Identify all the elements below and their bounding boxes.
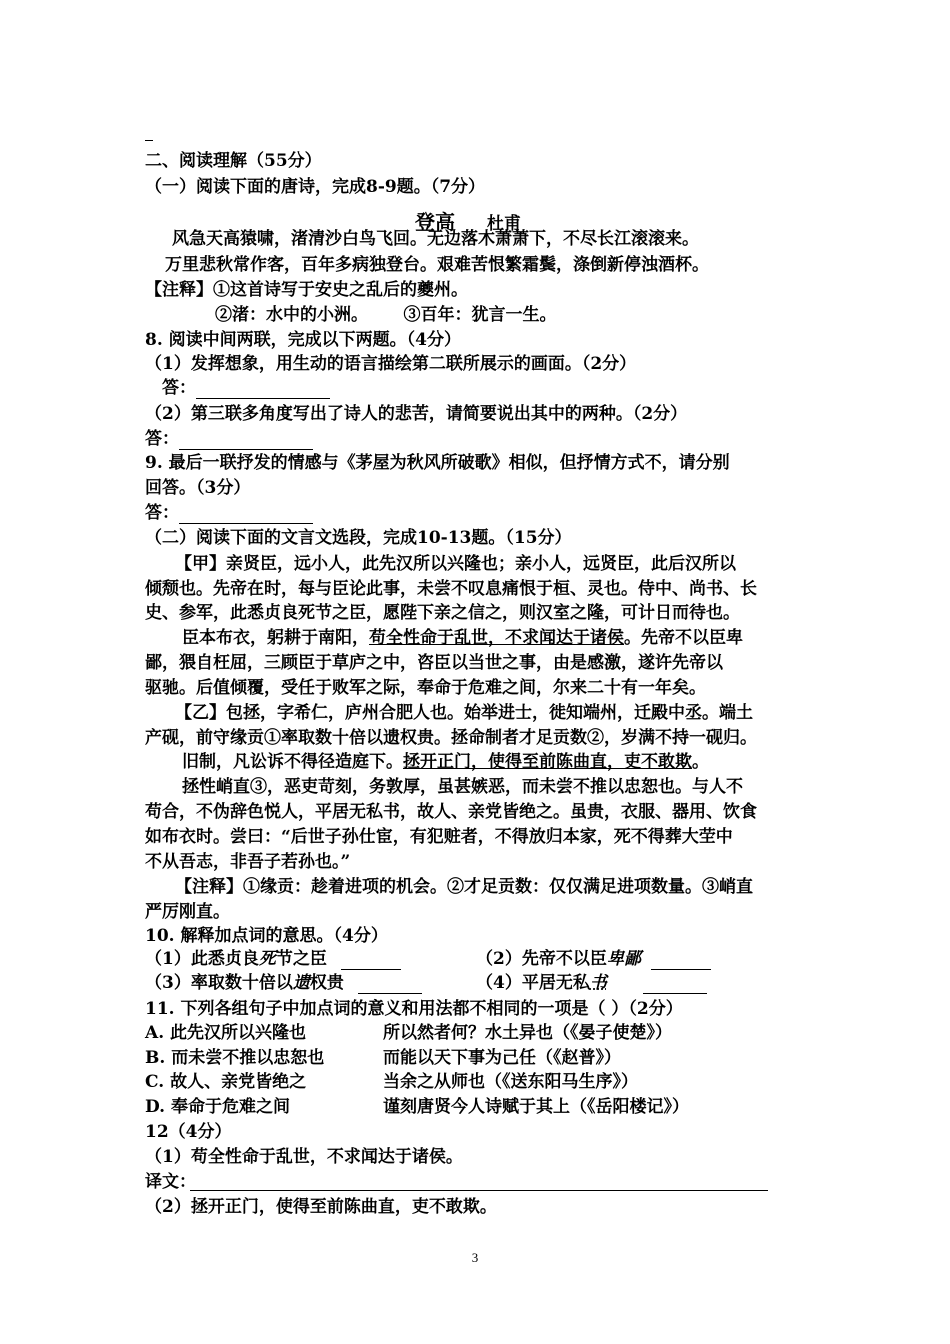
poem-title: 登高 — [415, 210, 455, 234]
answer-label: 答： — [145, 503, 179, 523]
yi-line-6: 如布衣时。尝曰：“后世子孙仕宦，有犯赃者，不得放归本家，死不得葬大茔中 — [145, 827, 733, 847]
jia-line-3: 史、参军，此悉贞良死节之臣，愿陛下亲之信之，则汉室之隆，可计日而待也。 — [145, 603, 740, 623]
translation-line[interactable] — [190, 1173, 768, 1191]
dotted-word: 卑鄙 — [606, 949, 641, 969]
q8-answer-2 — [145, 428, 313, 450]
q11-stem: 11. 下列各组句子中加点词的意义和用法都不相同的一项是（ ）（2分） — [145, 999, 683, 1019]
q11-option-d-right: 谨刻唐贤今人诗赋于其上（《岳阳楼记》） — [383, 1097, 689, 1117]
q8-sub1: （1）发挥想象，用生动的语言描绘第二联所展示的画面。（2分） — [145, 354, 637, 374]
jia-text: 。先帝不以臣卑 — [624, 628, 743, 648]
part1-heading: （一）阅读下面的唐诗，完成8-9题。（7分） — [145, 177, 486, 197]
poem-line-1: 风急天高猿啸，渚清沙白鸟飞回。无边落木萧萧下，不尽长江滚滚来。 — [172, 229, 699, 249]
q10-item-1 — [145, 948, 401, 970]
q10-text: 节之臣 — [275, 949, 327, 969]
jia-line-2: 倾颓也。先帝在时，每与臣论此事，未尝不叹息痛恨于桓、灵也。侍中、尚书、长 — [145, 579, 757, 599]
answer-label: 答： — [162, 378, 196, 398]
q12-translate-label: 译文： — [145, 1172, 196, 1192]
q10-text: 权贵 — [309, 973, 344, 993]
q8-answer-1 — [162, 377, 330, 399]
q10-item-4 — [476, 972, 707, 994]
yi-text: 。 — [692, 752, 709, 772]
poem-note-1: 【注释】①这首诗写于安史之乱后的夔州。 — [145, 280, 468, 300]
jia-line-4 — [182, 627, 743, 649]
yi-line-5: 苟合，不伪辞色悦人，平居无私书，故人、亲党皆绝之。虽贵，衣服、器用、饮食 — [145, 802, 757, 822]
q10-text: （1）此悉贞良 — [145, 949, 259, 969]
answer-blank[interactable] — [341, 951, 401, 970]
q8-stem: 8. 阅读中间两联，完成以下两题。（4分） — [145, 330, 461, 350]
yi-line-3 — [182, 751, 709, 773]
poem-author: 杜甫 — [487, 214, 521, 234]
yi-text: 旧制，凡讼诉不得径造庭下。 — [182, 752, 403, 772]
answer-label: 答： — [145, 429, 179, 449]
dotted-word: 书 — [589, 973, 607, 993]
jia-text: 臣本布衣，躬耕于南阳， — [182, 628, 369, 648]
q9-stem-2: 回答。（3分） — [145, 478, 251, 498]
q11-option-c-left[interactable]: C. 故人、亲党皆绝之 — [145, 1072, 307, 1092]
q10-item-2 — [476, 948, 711, 970]
yi-line-1: 【乙】包拯，字希仁，庐州合肥人也。始举进士，徙知端州，迁殿中丞。端土 — [175, 703, 753, 723]
q11-option-a-right: 所以然者何？水土异也（《晏子使楚》） — [383, 1023, 672, 1043]
q12-sub2: （2）拯开正门，使得至前陈曲直，吏不敢欺。 — [145, 1197, 497, 1217]
yi-underlined-sentence: 拯开正门，使得至前陈曲直，吏不敢欺 — [403, 752, 692, 772]
q12-sub1: （1）苟全性命于乱世，不求闻达于诸侯。 — [145, 1147, 463, 1167]
q10-text: （4）平居无私 — [476, 973, 590, 993]
corner-mark — [145, 140, 153, 141]
part2-note-2: 严厉刚直。 — [145, 902, 230, 922]
jia-underlined-sentence: 苟全性命于乱世，不求闻达于诸侯 — [369, 628, 624, 648]
yi-line-4: 拯性峭直③，恶吏苛刻，务敦厚，虽甚嫉恶，而未尝不推以忠恕也。与人不 — [182, 777, 743, 797]
q8-sub2: （2）第三联多角度写出了诗人的悲苦，请简要说出其中的两种。（2分） — [145, 404, 688, 424]
q9-answer — [145, 502, 313, 524]
answer-blank[interactable] — [179, 505, 313, 524]
page-number: 3 — [471, 1250, 479, 1265]
part2-heading: （二）阅读下面的文言文选段，完成10-13题。（15分） — [145, 528, 572, 548]
answer-blank[interactable] — [196, 380, 330, 399]
answer-blank[interactable] — [643, 975, 707, 994]
q10-text: （2）先帝不以臣 — [476, 949, 607, 969]
answer-blank[interactable] — [179, 431, 313, 450]
jia-line-1: 【甲】亲贤臣，远小人，此先汉所以兴隆也；亲小人，远贤臣，此后汉所以 — [175, 554, 736, 574]
poem-note-2: ②渚：水中的小洲。 ③百年：犹言一生。 — [215, 305, 557, 325]
part2-note-1: 【注释】①缘贡：趁着进项的机会。②才足贡数：仅仅满足进项数量。③峭直 — [175, 877, 753, 897]
q10-item-3 — [145, 972, 422, 994]
q11-option-b-right: 而能以天下事为己任（《赵普》） — [383, 1048, 621, 1068]
q11-option-b-left[interactable]: B. 而未尝不推以忠恕也 — [145, 1048, 325, 1068]
dotted-word: 死 — [258, 949, 276, 969]
poem-line-2: 万里悲秋常作客，百年多病独登台。艰难苦恨繁霜鬓，涤倒新停浊酒杯。 — [165, 255, 709, 275]
jia-line-6: 驱驰。后值倾覆，受任于败军之际，奉命于危难之间，尔来二十有一年矣。 — [145, 678, 706, 698]
q11-option-d-left[interactable]: D. 奉命于危难之间 — [145, 1097, 290, 1117]
q9-stem-1: 9. 最后一联抒发的情感与《茅屋为秋风所破歌》相似，但抒情方式不，请分别 — [145, 453, 730, 473]
answer-blank[interactable] — [651, 951, 711, 970]
q11-option-c-right: 当余之从师也（《送东阳马生序》） — [383, 1072, 638, 1092]
q12-stem: 12（4分） — [145, 1122, 232, 1142]
q11-option-a-left[interactable]: A. 此先汉所以兴隆也 — [145, 1023, 307, 1043]
dotted-word: 遗 — [292, 973, 310, 993]
yi-line-7: 不从吾志，非吾子若孙也。” — [145, 852, 351, 872]
section-title: 二、阅读理解（55分） — [145, 151, 322, 171]
q10-stem: 10. 解释加点词的意思。（4分） — [145, 926, 388, 946]
answer-blank[interactable] — [358, 975, 422, 994]
jia-line-5: 鄙，猥自枉屈，三顾臣于草庐之中，咨臣以当世之事，由是感激，遂许先帝以 — [145, 653, 723, 673]
q10-text: （3）率取数十倍以 — [145, 973, 293, 993]
yi-line-2: 产砚，前守缘贡①率取数十倍以遗权贵。拯命制者才足贡数②，岁满不持一砚归。 — [145, 728, 757, 748]
